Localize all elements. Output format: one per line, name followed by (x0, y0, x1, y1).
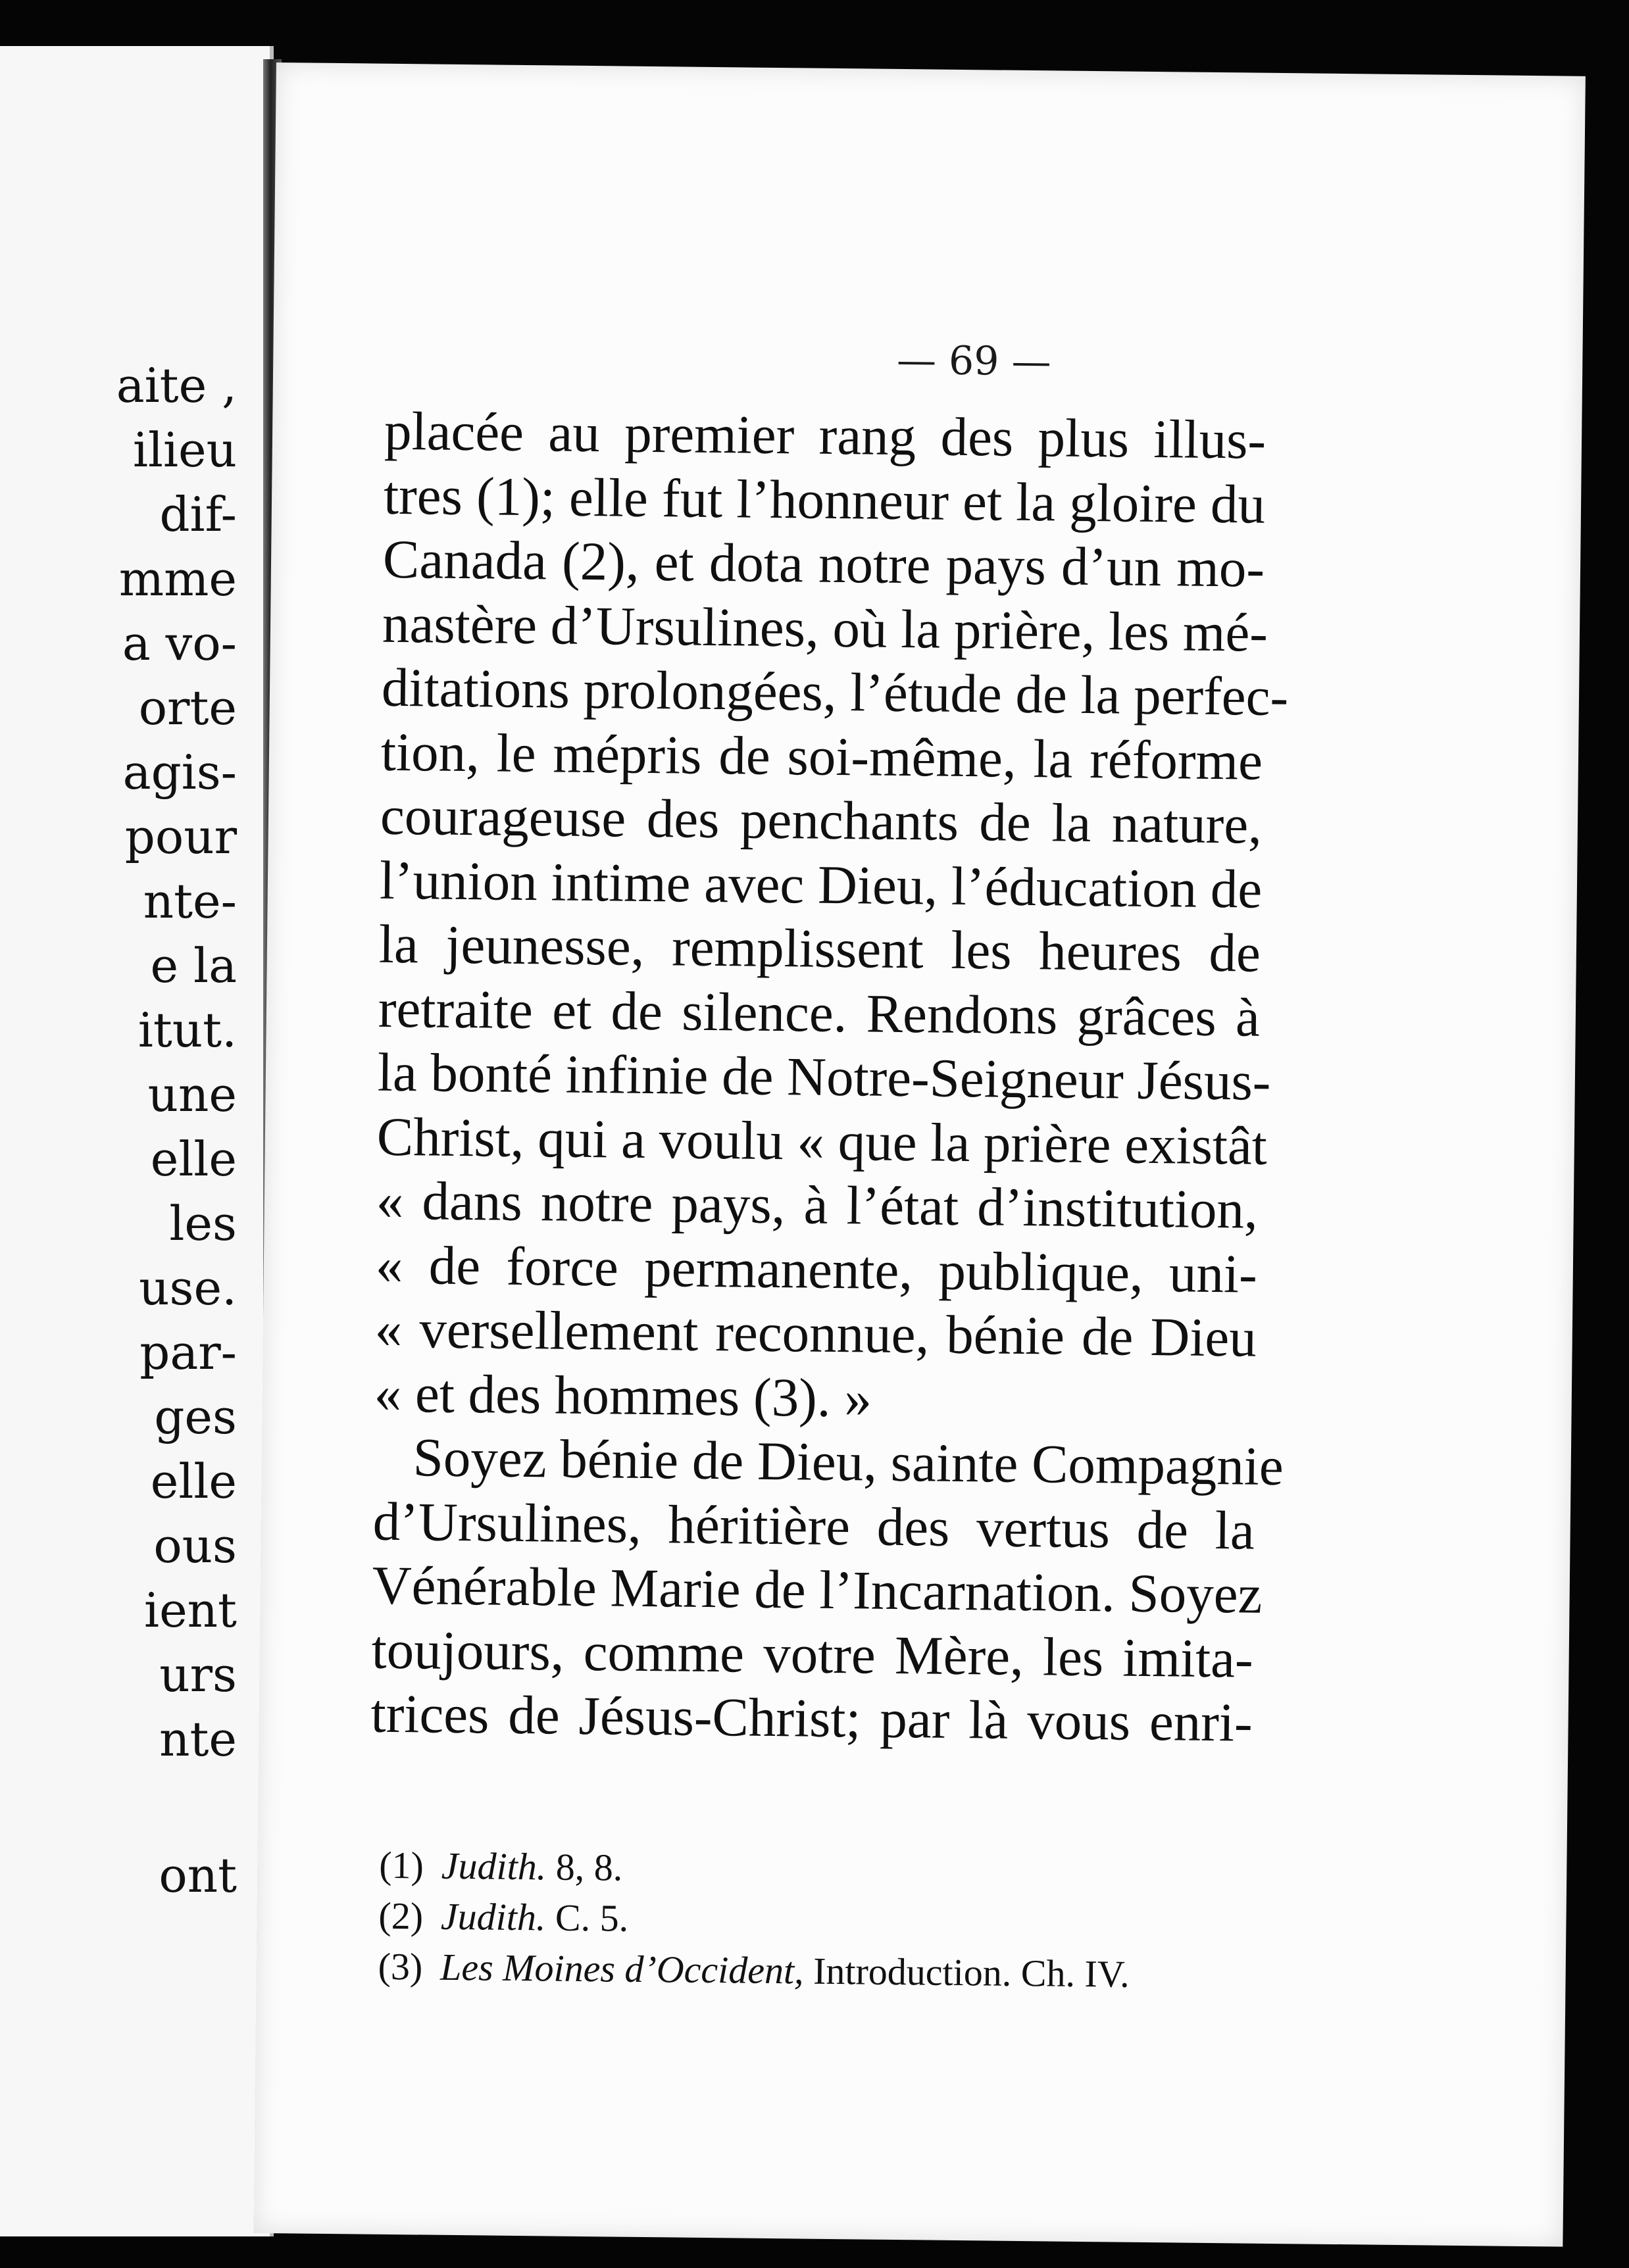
left-page-fragment: ous (153, 1518, 237, 1573)
footnote-source: Judith. (440, 1894, 546, 1939)
text-line: retraite et de silence. Rendons grâces à (378, 977, 1261, 1048)
text-line: « versellement reconnue, bénie de Dieu (374, 1298, 1257, 1368)
footnote-mark: (1) (378, 1843, 424, 1887)
left-page-fragment: nte (159, 1712, 237, 1767)
right-page (253, 62, 1585, 2247)
text-line: la jeunesse, remplissent les heures de (378, 913, 1261, 983)
footnote (379, 1840, 1301, 1900)
left-page-fragment: ilieu (132, 422, 237, 478)
footnote-ref: C. 5. (555, 1896, 629, 1940)
left-page-fragment: a vo- (122, 616, 237, 671)
text-line: « et des hommes (3). » (374, 1362, 872, 1429)
footnote (378, 1890, 1300, 1951)
left-page-fragment: les (169, 1196, 237, 1251)
left-page-fragment: itut. (138, 1002, 237, 1058)
left-page-fragment: use. (139, 1260, 237, 1316)
footnote-mark: (3) (378, 1944, 423, 1988)
left-page-fragment: elle (150, 1454, 237, 1509)
text-line: Vénérable Marie de l’Incarnation. Soyez (372, 1554, 1263, 1625)
text-line: Soyez bénie de Dieu, sainte Compagnie (413, 1427, 1284, 1497)
footnote-ref: Introduction. Ch. IV. (813, 1949, 1130, 1996)
text-line: courageuse des penchants de la nature, (380, 785, 1263, 855)
left-page-fragment: urs (159, 1647, 237, 1702)
text-line: tion, le mépris de soi-même, la réforme (380, 721, 1263, 791)
text-line: l’union intime avec Dieu, l’éducation de (379, 849, 1263, 920)
left-page-fragment: nte- (143, 874, 237, 929)
text-line: tres (1); elle fut l’honneur et la gloire du (383, 464, 1266, 535)
text-line: nastère d’Ursulines, où la prière, les mé- (382, 593, 1268, 663)
text-line: placée au premier rang des plus illus- (384, 400, 1266, 470)
footnotes (378, 1840, 1300, 2002)
footnote-source: Les Moines d’Occident, (439, 1945, 804, 1992)
footnote-source: Judith. (441, 1844, 547, 1888)
text-line: toujours, comme votre Mère, les imita- (371, 1619, 1254, 1689)
footnote (378, 1941, 1299, 2002)
left-page-fragment: dif- (159, 487, 237, 542)
text-line: trices de Jésus-Christ; par là vous enri- (370, 1683, 1253, 1753)
text-line: d’Ursulines, héritière des vertus de la (372, 1491, 1255, 1561)
left-page-fragment: elle (150, 1131, 237, 1187)
left-page-fragment: ges (154, 1389, 237, 1444)
left-page-fragment: pour (124, 809, 237, 864)
left-page-fragment: e la (150, 938, 237, 993)
left-page-fragment: ient (144, 1583, 237, 1638)
left-page-fragment: une (147, 1067, 237, 1122)
text-line: « dans notre pays, à l’état d’institution, (376, 1170, 1259, 1240)
footnote-ref: 8, 8. (555, 1845, 623, 1889)
text-line: ditations prolongées, l’étude de la perfec- (381, 656, 1289, 727)
text-line: la bonté infinie de Notre-Seigneur Jésus- (377, 1041, 1271, 1112)
left-page-fragment: ont (159, 1848, 237, 1903)
left-page-fragment: orte (138, 680, 237, 735)
left-page-fragment: mme (118, 551, 237, 606)
page-number: — 69 — (896, 337, 1051, 385)
left-facing-page (0, 46, 274, 2236)
text-line: Christ, qui a voulu « que la prière existât (376, 1106, 1268, 1176)
left-page-fragment: par- (139, 1325, 237, 1380)
left-page-fragment: aite , (116, 358, 237, 413)
text-line: Canada (2), et dota notre pays d’un mo- (382, 528, 1265, 599)
footnote-mark: (2) (378, 1894, 424, 1938)
text-line: « de force permanente, publique, uni- (375, 1234, 1258, 1304)
body-text (370, 399, 1289, 1755)
left-page-fragment: agis- (122, 745, 237, 800)
